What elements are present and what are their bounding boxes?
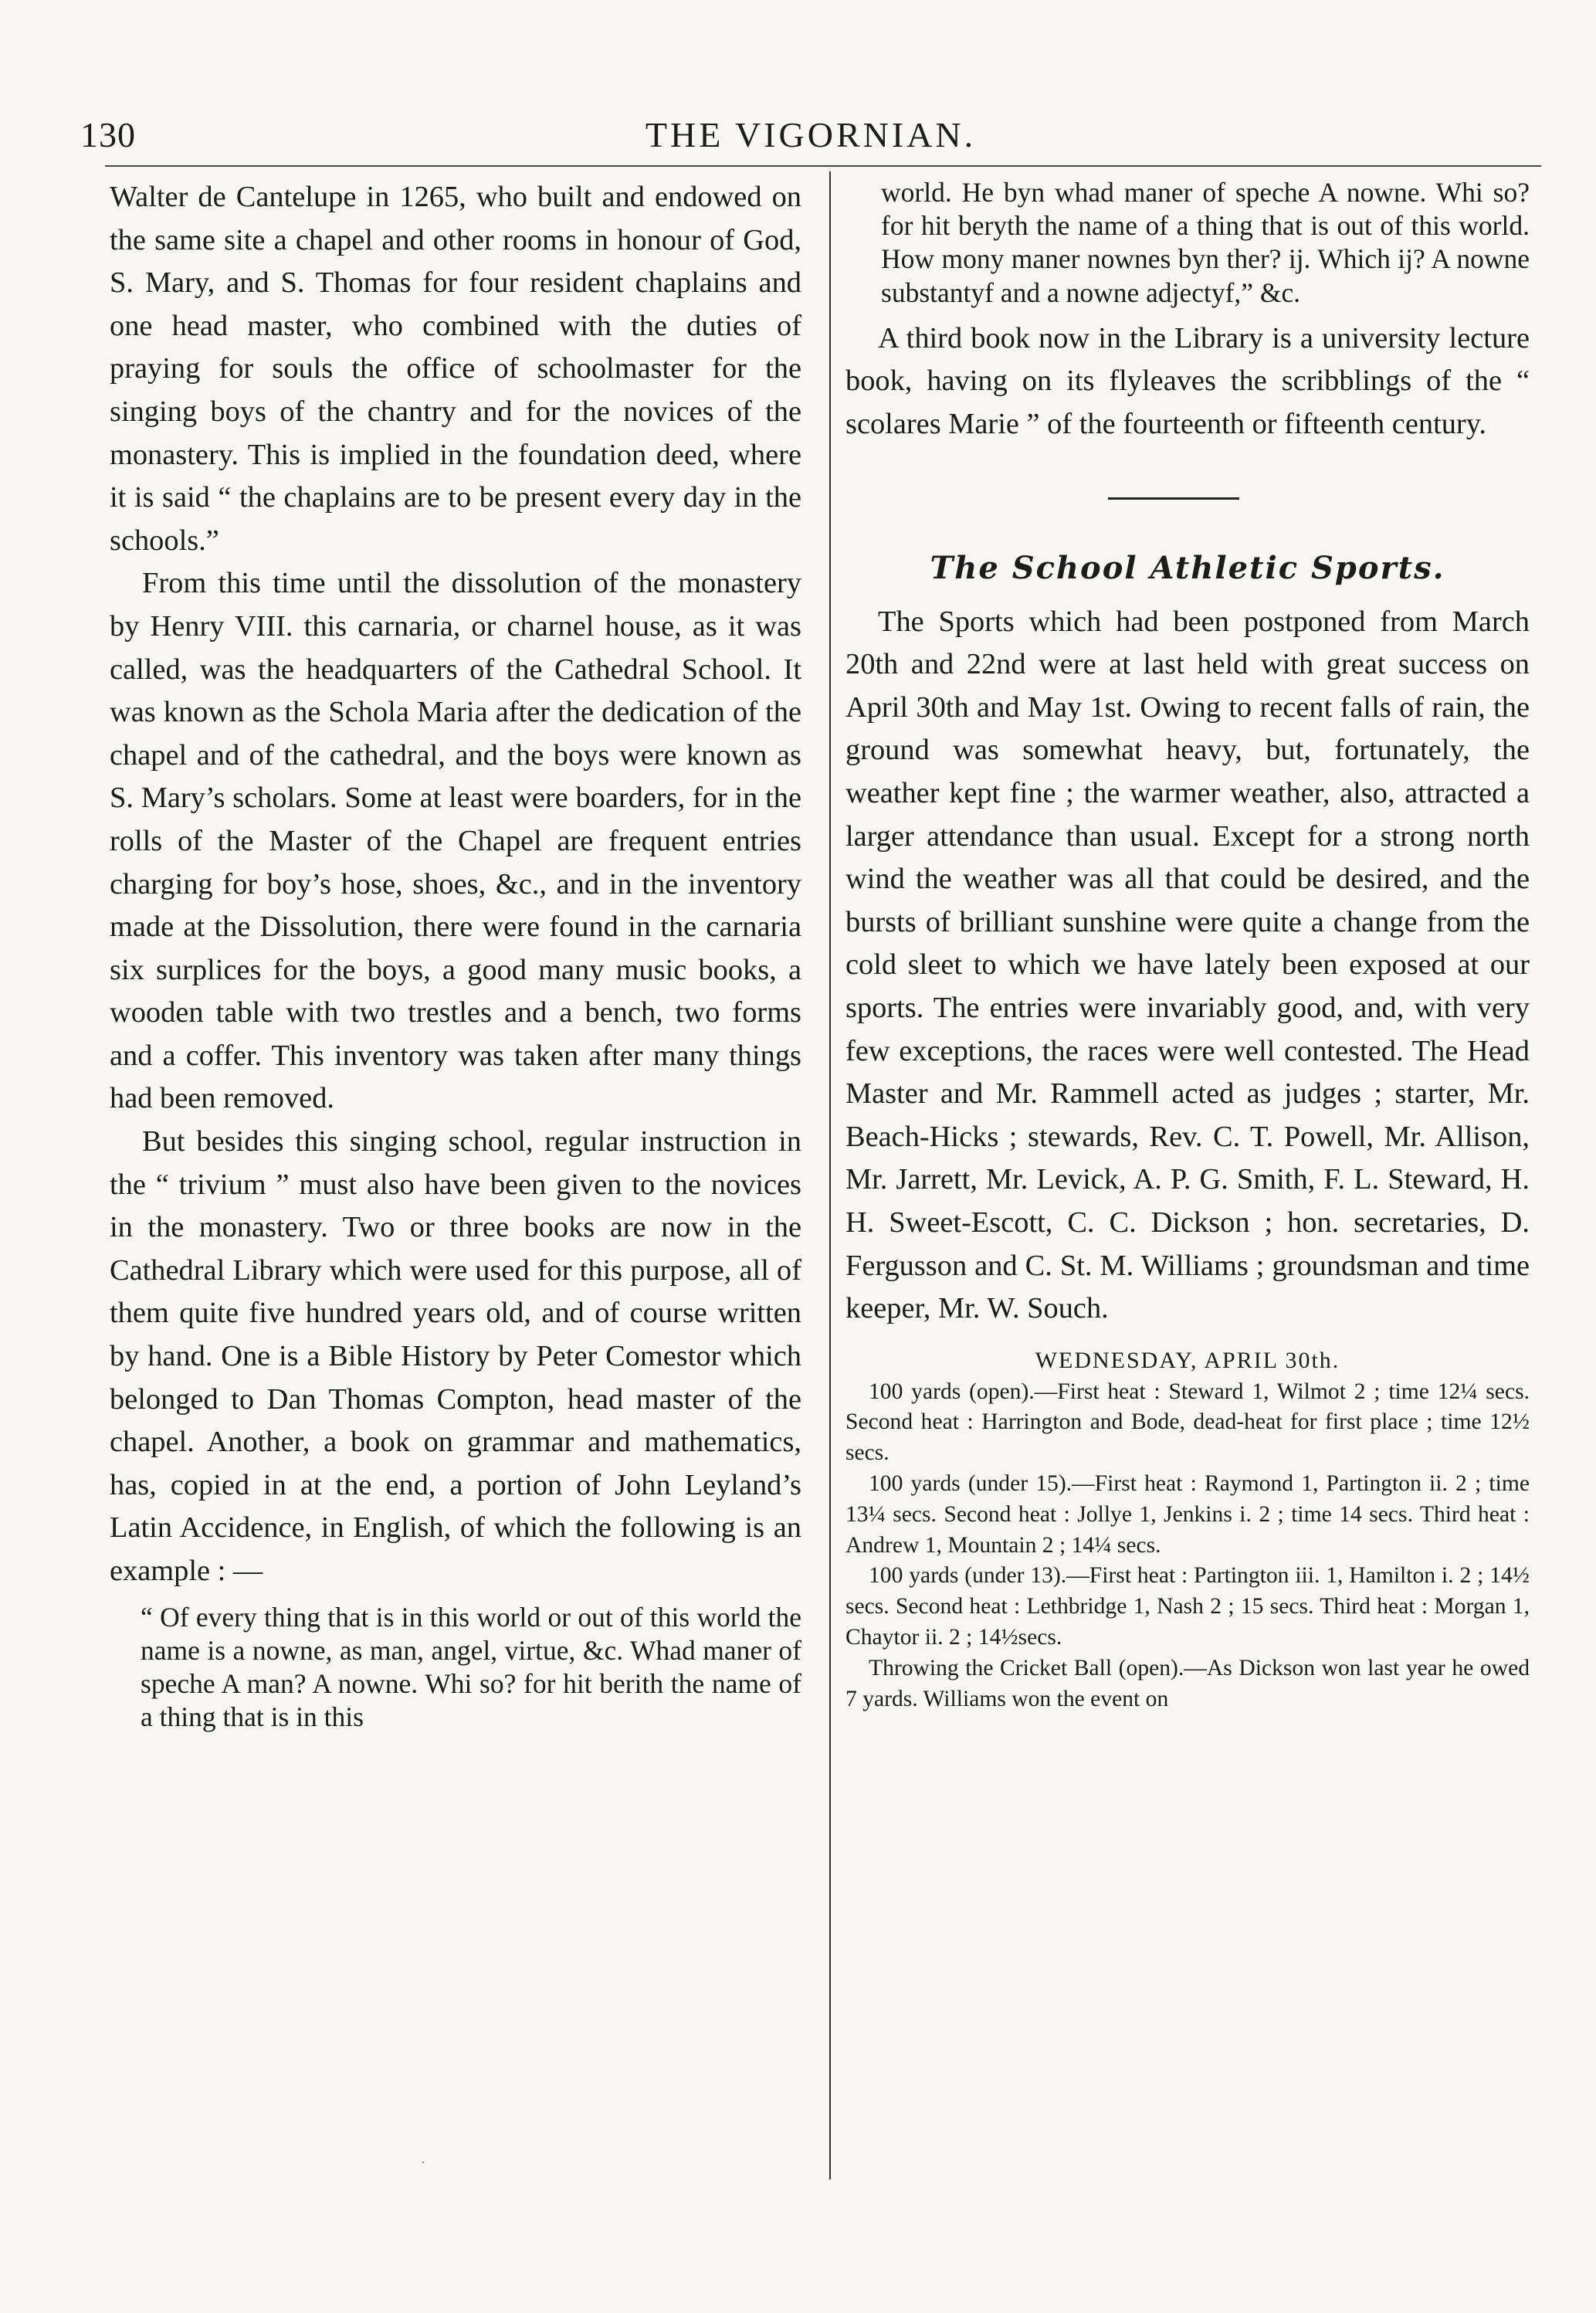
running-title: THE VIGORNIAN. [645, 115, 977, 154]
leyland-quote-continued: world. He byn whad maner of speche A nowne. Whi so? for hit beryth the name of a thing that is out of this world. How mony maner nownes byn ther? ij. Which ij? A nowne substantyf and a nowne adjectyf,” &c. [881, 177, 1530, 308]
section-heading: The School Athletic Sports. [930, 549, 1445, 586]
result-100-open: 100 yards (open).—First heat : Steward 1, Wilmot 2 ; time 12¼ secs. Second heat : Harrington and Bode, dead-heat for first place ; time 12½ secs. [845, 1379, 1530, 1466]
right-column [845, 176, 1530, 1714]
spacer [845, 310, 1530, 317]
result-100-under-15: 100 yards (under 15).—First heat : Raymond 1, Partington ii. 2 ; time 13¼ secs. Second heat : Jollye 1, Jenkins i. 2 ; time 14 secs. Third heat : Andrew 1, Mountain 2 ; 14¼ secs. [845, 1471, 1530, 1558]
header-rule [105, 165, 1541, 167]
paragraph-third-book: A third book now in the Library is a university lecture book, having on its flyleaves the scribblings of the “ scolares Marie ” of the fourteenth or fifteenth century. [845, 321, 1530, 440]
paragraph-cantelupe: Walter de Cantelupe in 1265, who built and endowed on the same site a chapel and other rooms in honour of God, S. Mary, and S. Thomas for four resident chaplains and one head master, who combined with the duties of praying for souls the office of schoolmaster for the singing boys of the chantry and for the novices of the monastery. This is implied in the foundation deed, where it is said “ the chaplains are to be present every day in the schools.” [110, 181, 801, 557]
leyland-quote: “ Of every thing that is in this world or out of this world the name is a nowne, as man, angel, virtue, &c. Whad maner of speche A man? A nowne. Whi so? for hit berith the name of a thing that is in this [141, 1601, 801, 1733]
page-header [77, 114, 1544, 161]
page-number: 130 [80, 115, 136, 154]
left-column [110, 176, 801, 1734]
result-cricket-ball: Throwing the Cricket Ball (open).—As Dickson won last year he owed 7 yards. Williams won the event on [845, 1655, 1530, 1711]
paragraph-sports-intro: The Sports which had been postponed from March 20th and 22nd were at last held with great success on April 30th and May 1st. Owing to recent falls of rain, the ground was somewhat heavy, but, fortunately, the weather kept fine ; the warmer weather, also, attracted a larger attendance than usual. Except for a strong north wind the weather was all that could be desired, and the bursts of brilliant sunshine were quite a change from the cold sleet to which we have lately been exposed at our sports. The entries were invariably good, and, with very few exceptions, the races were well contested. The Head Master and Mr. Rammell acted as judges ; starter, Mr. Beach-Hicks ; stewards, Rev. C. T. Powell, Mr. Allison, Mr. Jarrett, Mr. Levick, A. P. G. Smith, F. L. Steward, H. H. Sweet-Escott, C. C. Dickson ; hon. secretaries, D. Fergusson and C. St. M. Williams ; groundsman and time keeper, Mr. W. Souch. [845, 605, 1530, 1325]
paragraph-singing-school: But besides this singing school, regular instruction in the “ trivium ” must also have been given to the novices in the monastery. Two or three books are now in the Cathedral Library which were used for this purpose, all of them quite five hundred years old, and of course written by hand. One is a Bible History by Peter Comestor which belonged to Dan Thomas Compton, head master of the chapel. Another, a book on grammar and mathematics, has, copied in at the end, a portion of John Leyland’s Latin Accidence, in English, of which the following is an example : — [110, 1125, 801, 1587]
section-divider [1108, 497, 1239, 500]
spacer [110, 1593, 801, 1601]
section-divider-wrap [845, 446, 1530, 536]
result-100-under-13: 100 yards (under 13).—First heat : Partington iii. 1, Hamilton i. 2 ; 14½ secs. Second heat : Lethbridge 1, Nash 2 ; 15 secs. Third heat : Morgan 1, Chaytor ii. 2 ; 14½secs. [845, 1563, 1530, 1650]
column-rule [829, 171, 831, 2179]
paragraph-carnaria: From this time until the dissolution of the monastery by Henry VIII. this carnaria, or charnel house, as it was called, was the headquarters of the Cathedral School. It was known as the Schola Maria after the dedication of the chapel and of the cathedral, and the boys were known as S. Mary’s scholars. Some at least were boarders, for in the rolls of the Master of the Chapel are frequent entries charging for boy’s hose, shoes, &c., and in the inventory made at the Dissolution, there were found in the carnaria six surplices for the boys, a good many music books, a wooden table with two trestles and a bench, two forms and a coffer. This inventory was taken after many things had been removed. [110, 567, 801, 1115]
day-heading: WEDNESDAY, APRIL 30th. [1035, 1347, 1340, 1373]
page-speck: · [421, 2155, 425, 2170]
